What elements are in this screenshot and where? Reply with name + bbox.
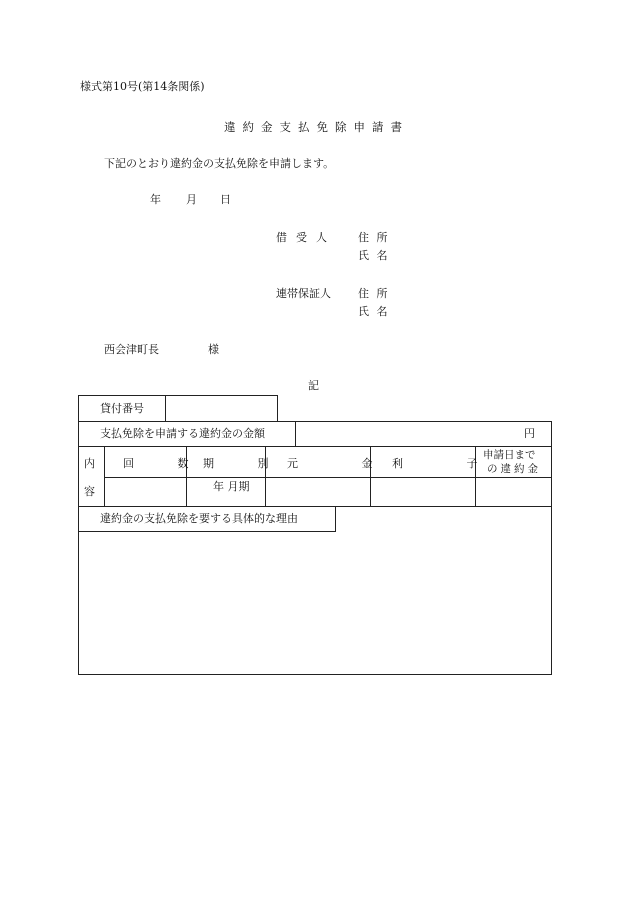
reason-label: 違約金の支払免除を要する具体的な理由 [100,512,298,525]
yen-unit: 円 [524,427,535,440]
col-ganking-header: 元 金 [287,457,403,470]
period-value: 年 月期 [213,480,250,493]
rishi-divider [475,446,476,506]
col-iyakukin-header-1: 申請日まで [483,449,536,461]
details-header-bottom [104,477,552,478]
naiyo-char-2: 容 [84,485,95,498]
naiyo-divider [104,446,105,506]
naiyo-char-1: 内 [84,457,95,470]
loan-number-label: 貸付番号 [100,402,144,415]
date-year-label: 年 [150,193,161,206]
borrower-name-label: 氏 名 [358,249,390,262]
date-day-label: 日 [220,193,231,206]
amount-row-bottom [78,446,552,447]
col-iyakukin-header-2: の違約金 [487,463,541,475]
addressee-honorific: 様 [208,343,219,356]
guarantor-name-label: 氏 名 [358,305,390,318]
loan-number-divider [165,395,166,422]
amount-label: 支払免除を申請する違約金の金額 [100,427,265,440]
borrower-label: 借受人 [276,231,336,244]
intro-text: 下記のとおり違約金の支払免除を申請します。 [104,157,335,170]
col-kai-header: 回 数 [123,457,209,470]
guarantor-label: 連帯保証人 [276,287,331,300]
ki-label: 記 [308,379,319,392]
kibetsu-divider [265,446,266,506]
guarantor-address-label: 住 所 [358,287,390,300]
col-kibetsu-header: 期 別 [203,457,289,470]
date-month-label: 月 [186,193,197,206]
form-number: 様式第10号(第14条関係) [80,80,205,93]
amount-divider [295,421,296,447]
addressee-name: 西会津町長 [104,343,159,356]
ganking-divider [370,446,371,506]
borrower-address-label: 住 所 [358,231,390,244]
col-rishi-header: 利 子 [392,457,508,470]
form-title: 違約金支払免除申請書 [224,120,409,134]
kai-divider [186,446,187,506]
